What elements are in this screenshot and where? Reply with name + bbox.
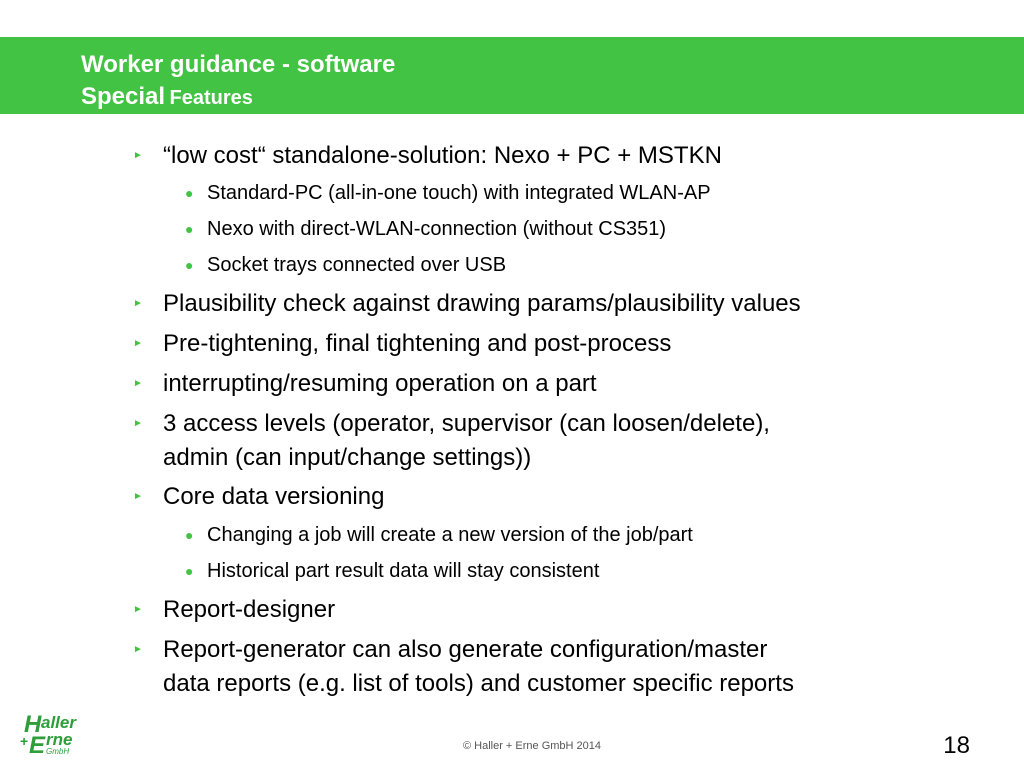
bullet-item xyxy=(133,287,963,321)
sub-bullet-item xyxy=(185,216,957,242)
sub-bullet-text: Historical part result data will stay consistent xyxy=(207,560,600,582)
bullet-text: Core data versioning xyxy=(163,483,385,510)
bullet-item-continuation xyxy=(163,667,963,701)
triangle-bullet-icon: ► xyxy=(133,491,143,502)
bullet-item xyxy=(133,480,963,514)
triangle-bullet-icon: ► xyxy=(133,338,143,349)
footer-copyright: © Haller + Erne GmbH 2014 xyxy=(462,740,602,752)
bullet-item xyxy=(133,367,963,401)
triangle-bullet-icon: ► xyxy=(133,418,143,429)
subtitle-word-features: Features xyxy=(169,87,253,109)
logo-text-gmbh: GmbH xyxy=(46,747,70,756)
dot-bullet-icon: ● xyxy=(185,185,194,201)
slide-subtitle xyxy=(81,82,253,115)
bullet-text: admin (can input/change settings)) xyxy=(163,444,532,471)
triangle-bullet-icon: ► xyxy=(133,378,143,389)
triangle-bullet-icon: ► xyxy=(133,298,143,309)
logo-letter-h: H xyxy=(24,711,42,738)
bullet-text: Plausibility check against drawing params/plausibility values xyxy=(163,290,801,317)
dot-bullet-icon: ● xyxy=(185,563,194,579)
bullet-text: interrupting/resuming operation on a part xyxy=(163,370,597,397)
sub-bullet-text: Socket trays connected over USB xyxy=(207,254,507,276)
triangle-bullet-icon: ► xyxy=(133,604,143,615)
logo-text-rne: rne xyxy=(46,730,73,749)
dot-bullet-icon: ● xyxy=(185,527,194,543)
page-number: 18 xyxy=(943,732,970,759)
bullet-text: data reports (e.g. list of tools) and customer specific reports xyxy=(163,670,794,697)
sub-bullet-item xyxy=(185,252,957,278)
bullet-text: Report-designer xyxy=(163,596,336,623)
logo-letter-e: E xyxy=(29,732,46,758)
logo-text-aller: aller xyxy=(41,713,76,732)
bullet-item xyxy=(133,139,963,173)
triangle-bullet-icon: ► xyxy=(133,150,143,161)
sub-bullet-text: Changing a job will create a new version of the job/part xyxy=(207,524,693,546)
bullet-item xyxy=(133,593,963,627)
dot-bullet-icon: ● xyxy=(185,257,194,273)
bullet-text: “low cost“ standalone-solution: Nexo + PC + MSTKN xyxy=(163,142,722,169)
sub-bullet-text: Nexo with direct-WLAN-connection (without CS351) xyxy=(207,218,667,240)
bullet-item xyxy=(133,327,963,361)
sub-bullet-item xyxy=(185,522,957,548)
logo-plus: + xyxy=(20,733,29,749)
sub-bullet-text: Standard-PC (all-in-one touch) with integrated WLAN-AP xyxy=(207,182,711,204)
bullet-item-continuation xyxy=(163,441,963,475)
bullet-item xyxy=(133,633,963,667)
dot-bullet-icon: ● xyxy=(185,221,194,237)
sub-bullet-item xyxy=(185,558,957,584)
bullet-text: Report-generator can also generate configuration/master xyxy=(163,636,768,663)
slide-title: Worker guidance - software xyxy=(81,51,396,78)
bullet-text: Pre-tightening, final tightening and post-process xyxy=(163,330,672,357)
triangle-bullet-icon: ► xyxy=(133,644,143,655)
subtitle-word-special: Special xyxy=(81,83,166,110)
bullet-item xyxy=(133,407,963,441)
bullet-text: 3 access levels (operator, supervisor (can loosen/delete), xyxy=(163,410,770,437)
sub-bullet-item xyxy=(185,180,957,206)
